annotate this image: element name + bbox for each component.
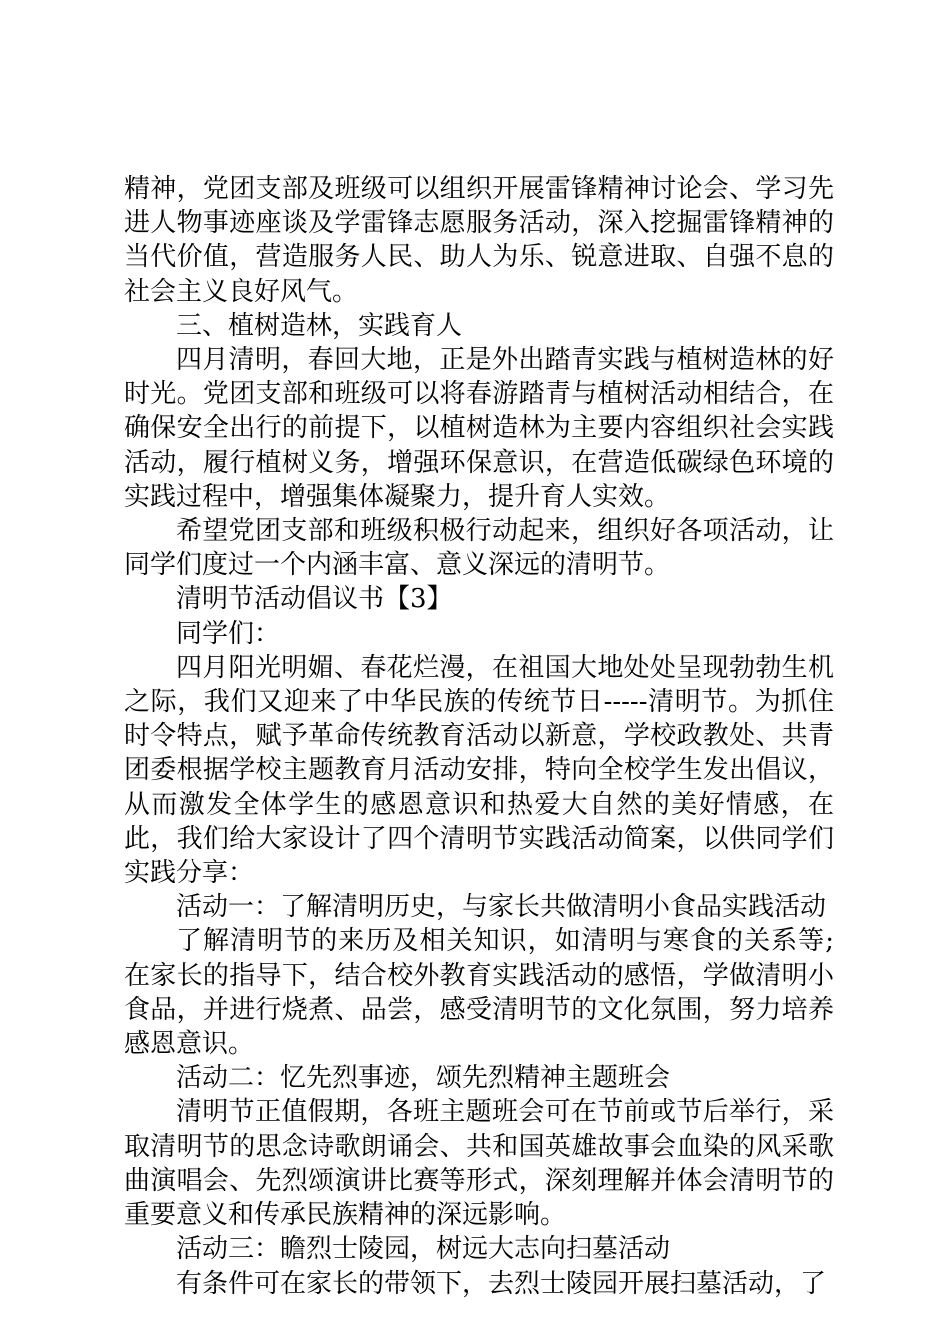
activity-three-body: 有条件可在家长的带领下，去烈士陵园开展扫墓活动，了 — [176, 1268, 827, 1299]
document-body — [124, 172, 834, 1301]
salutation: 同学们： — [176, 618, 281, 649]
paragraph-tree-planting: 四月清明，春回大地，正是外出踏青实践与植树造林的好时光。党团支部和班级可以将春游踏青与植树活动相结合，在确保安全出行的前提下，以植树造林为主要内容组织社会实践活动，履行植树义务，增强环保意识，在营造低碳绿色环境的实践过程中，增强集体凝聚力，提升育人实效。 — [124, 345, 834, 512]
activity-one-title: 活动一：了解清明历史，与家长共做清明小食品实践活动 — [176, 892, 827, 923]
activity-three-title: 活动三：瞻烈士陵园，树远大志向扫墓活动 — [176, 1234, 671, 1265]
heading-tree-planting: 三、植树造林，实践育人 — [176, 310, 463, 341]
activity-one-body: 了解清明节的来历及相关知识，如清明与寒食的关系等;在家长的指导下，结合校外教育实践活动的感悟，学做清明小食品，并进行烧煮、品尝，感受清明节的文化氛围，努力培养感恩意识。 — [124, 926, 834, 1060]
paragraph-introduction: 四月阳光明媚、春花烂漫，在祖国大地处处呈现勃勃生机之际，我们又迎来了中华民族的传统节日-----清明节。为抓住时令特点，赋予革命传统教育活动以新意，学校政教处、共青团委根据学校主题教育月活动安排，特向全校学生发出倡议，从而激发全体学生的感恩意识和热爱大自然的美好情感，在此，我们给大家设计了四个清明节实践活动简案，以供同学们实践分享： — [124, 652, 834, 889]
proposal-title: 清明节活动倡议书【3】 — [176, 584, 453, 615]
paragraph-lei-feng-activities: 精神，党团支部及班级可以组织开展雷锋精神讨论会、学习先进人物事迹座谈及学雷锋志愿服务活动，深入挖掘雷锋精神的当代价值，营造服务人民、助人为乐、锐意进取、自强不息的社会主义良好风气。 — [124, 174, 834, 307]
activity-two-title: 活动二：忆先烈事迹，颂先烈精神主题班会 — [176, 1063, 671, 1094]
activity-two-body: 清明节正值假期，各班主题班会可在节前或节后举行，采取清明节的思念诗歌朗诵会、共和国英雄故事会血染的风采歌曲演唱会、先烈颂演讲比赛等形式，深刻理解并体会清明节的重要意义和传承民族精神的深远影响。 — [124, 1097, 834, 1231]
paragraph-closing-hope: 希望党团支部和班级积极行动起来，组织好各项活动，让同学们度过一个内涵丰富、意义深远的清明节。 — [124, 516, 834, 581]
